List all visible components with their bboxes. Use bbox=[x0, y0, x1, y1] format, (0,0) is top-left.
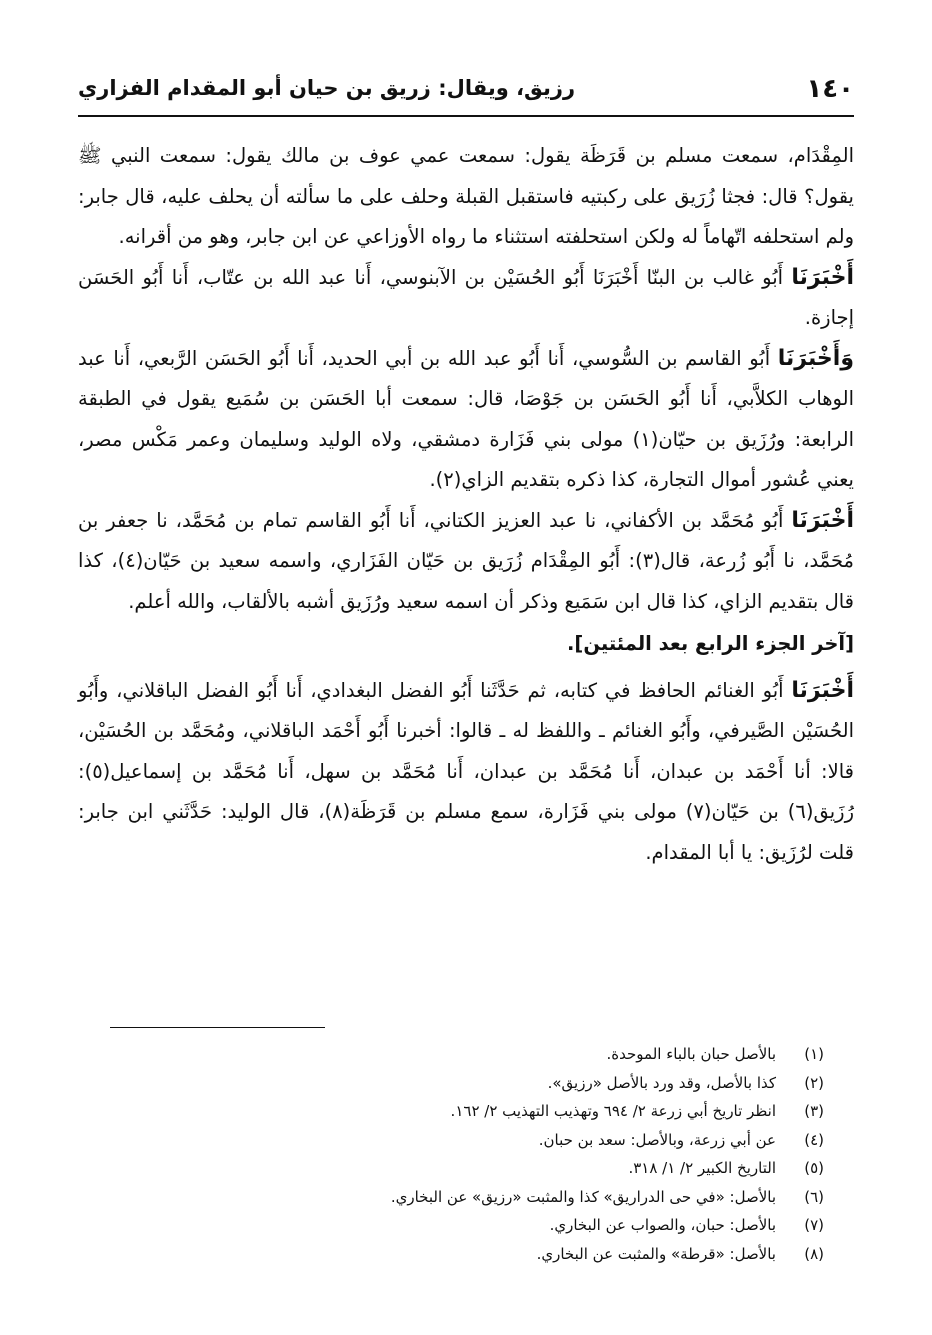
paragraph-3 bbox=[78, 339, 854, 501]
footnote-4 bbox=[110, 1126, 824, 1155]
paragraph-3-lead: وَأَخْبَرَنَا bbox=[777, 345, 854, 371]
footnote-number: (٤) bbox=[804, 1130, 824, 1149]
footnote-5 bbox=[110, 1154, 824, 1183]
section-title: [آخر الجزء الرابع بعد المئتين]. bbox=[567, 632, 854, 655]
footnote-text: بالأصل: «في حى الدراريق» كذا والمثبت «رزيق» عن البخاري. bbox=[390, 1187, 776, 1206]
footnote-number: (٥) bbox=[804, 1159, 824, 1177]
paragraph-2-text: أَبُو غالب بن البنّا أَخْبَرَنَا أَبُو الحُسَيْن بن الآبنوسي، أَنا عبد الله بن عتّاب، أَنا أَبُو الحَسَن إجازة. bbox=[78, 265, 854, 329]
paragraph-2-lead: أَخْبَرَنَا bbox=[791, 264, 854, 290]
paragraph-5 bbox=[78, 671, 854, 874]
footnote-text: انظر تاريخ أبي زرعة ٢/ ٦٩٤ وتهذيب التهذيب ٢/ ١٦٢. bbox=[450, 1102, 776, 1120]
footnote-text: التاريخ الكبير ٢/ ١/ ٣١٨. bbox=[628, 1159, 776, 1177]
running-head: رزيق، ويقال: زريق بن حيان أبو المقدام الفزاري bbox=[78, 76, 576, 100]
footnote-number: (٧) bbox=[804, 1216, 824, 1234]
main-text bbox=[78, 136, 854, 873]
paragraph-4-lead: أَخْبَرَنَا bbox=[791, 507, 854, 533]
paragraph-1-text: المِقْدَام، سمعت مسلم بن قَرَظَة يقول: سمعت عمي عوف بن مالك يقول: سمعت النبي ﷺ يقول؟ قال: فجثا زُرَيق على ركبتيه فاستقبل القبلة وحلف على ما سألته أن يحلف عليه، قال جابر: ولم استحلفه اتّهاماً له ولكن استحلفته استثناء ما رواه الأوزاعي عن ابن جابر، وهو من أقرانه. bbox=[78, 144, 854, 248]
footnote-2 bbox=[110, 1069, 824, 1098]
footnotes bbox=[110, 1040, 824, 1268]
footnote-separator bbox=[110, 1027, 325, 1028]
page-number: ١٤٠ bbox=[806, 74, 854, 104]
paragraph-4 bbox=[78, 501, 854, 623]
footnote-1 bbox=[110, 1040, 824, 1069]
paragraph-1 bbox=[78, 136, 854, 258]
page-header bbox=[78, 70, 854, 110]
footnote-number: (٣) bbox=[804, 1102, 824, 1120]
footnote-text: بالأصل: حبان، والصواب عن البخاري. bbox=[549, 1216, 776, 1234]
paragraph-4-text: أَبُو مُحَمَّد بن الأكفاني، نا عبد العزيز الكتاني، أَنا أَبُو القاسم تمام بن مُحَمَّد، نا جعفر بن مُحَمَّد، نا أَبُو زُرعة، قال(٣): أَبُو المِقْدَام زُرَيق بن حَيّان الفَزَاري، واسمه سعيد بن حَيّان(٤)، كذا قال بتقديم الزاي، كذا قال ابن سَمَيع وذكر أن اسمه سعيد ورُزَيق أشبه بالألقاب، والله أعلم. bbox=[78, 508, 854, 613]
paragraph-5-lead: أَخْبَرَنَا bbox=[791, 677, 854, 703]
footnote-3 bbox=[110, 1097, 824, 1126]
header-rule bbox=[78, 115, 854, 117]
footnote-number: (٦) bbox=[804, 1187, 824, 1206]
footnote-7 bbox=[110, 1211, 824, 1240]
footnote-text: بالأصل حبان بالباء الموحدة. bbox=[606, 1045, 776, 1063]
paragraph-2 bbox=[78, 258, 854, 339]
footnote-6 bbox=[110, 1183, 824, 1212]
footnote-number: (١) bbox=[804, 1045, 824, 1063]
footnote-text: بالأصل: «قرطة» والمثبت عن البخاري. bbox=[536, 1244, 776, 1263]
footnote-8 bbox=[110, 1240, 824, 1269]
footnote-text: عن أبي زرعة، وبالأصل: سعد بن حبان. bbox=[538, 1130, 776, 1149]
footnote-number: (٢) bbox=[804, 1073, 824, 1092]
footnote-text: كذا بالأصل، وقد ورد بالأصل «رزيق». bbox=[547, 1073, 776, 1092]
paragraph-5-text: أَبُو الغنائم الحافظ في كتابه، ثم حَدَّثَنا أَبُو الفضل البغدادي، أَنا أَبُو الفضل الباقلاني، وأَبُو الحُسَيْن الصَّيرفي، وأَبُو الغنائم ـ واللفظ له ـ قالوا: أخبرنا أَبُو أَحْمَد الباقلاني، ومُحَمَّد بن الحُسَيْن، قالا: أنا أَحْمَد بن عبدان، أَنا مُحَمَّد بن عبدان، أَنا مُحَمَّد بن سهل، أَنا مُحَمَّد بن إسماعيل(٥): رُزَيق(٦) بن حَيّان(٧) مولى بني فَزَارة، سمع مسلم بن قَرَظَة(٨)، قال الوليد: حَدَّثَني ابن جابر: قلت لرُزَيق: يا أبا المقدام. bbox=[78, 678, 854, 864]
footnote-number: (٨) bbox=[804, 1244, 824, 1263]
paragraph-3-text: أَبُو القاسم بن السُّوسي، أَنا أَبُو عبد الله بن أبي الحديد، أَنا أَبُو الحَسَن الرَّبعي، أَنا عبد الوهاب الكلاَّبي، أَنا أَبُو الحَسَن بن جَوْصَا، قال: سمعت أبا الحَسَن بن سُمَيع يقول في الطبقة الرابعة: ورُزَيق بن حيّان(١) مولى بني فَزَارة دمشقي، ولاه الوليد وسليمان وعمر مَكْس مصر، يعني عُشور أموال التجارة، كذا ذكره بتقديم الزاي(٢). bbox=[78, 346, 855, 491]
